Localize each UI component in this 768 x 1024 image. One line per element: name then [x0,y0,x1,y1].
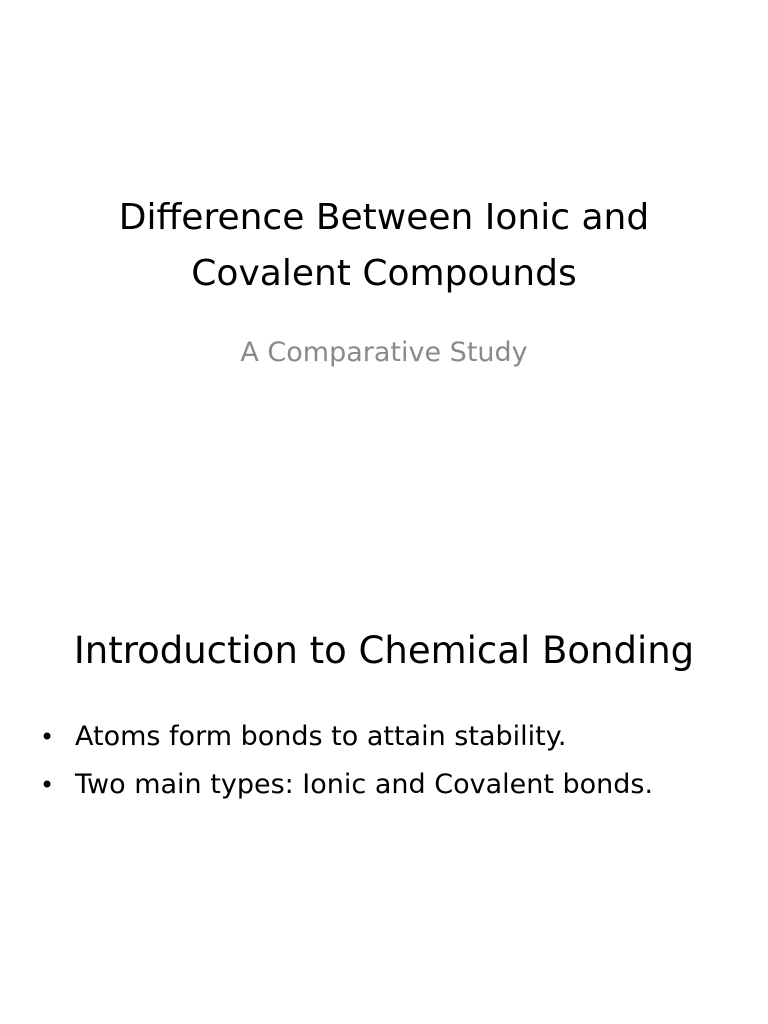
bullet-item [40,713,740,761]
slide-title: Introduction to Chemical Bonding [73,629,695,672]
bullet-item [40,761,740,809]
slide-subtitle: A Comparative Study [240,337,528,368]
bullet-list [40,713,740,809]
bullet-text: Two main types: Ionic and Covalent bonds. [75,769,654,800]
bullet-text: Atoms form bonds to attain stability. [75,721,567,752]
content-slide [0,512,768,1024]
slide-title: Difference Between Ionic and Covalent Compounds [118,197,650,294]
bullet-icon: • [40,723,55,751]
bullet-icon: • [40,771,55,799]
